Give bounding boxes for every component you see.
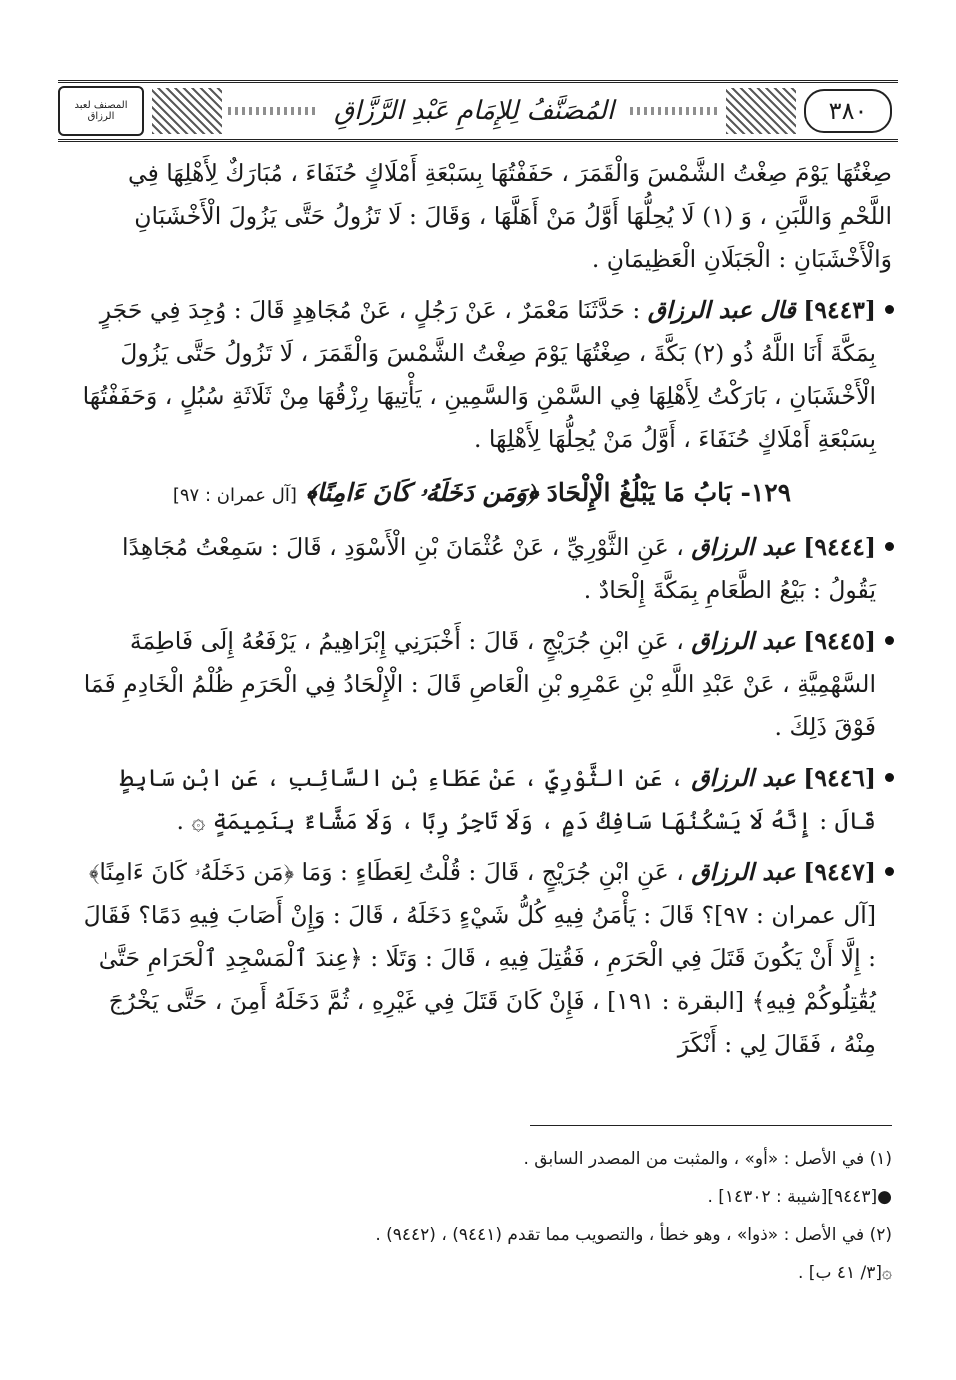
bullet-dot — [885, 636, 894, 645]
chapter-heading — [72, 471, 892, 518]
chapter-verse-ref: [آل عمران : ٩٧] — [172, 485, 297, 506]
hadith-number: [٩٤٤٧] — [803, 858, 876, 886]
footnote: ●[٩٤٤٣][شيبة : ١٤٣٠٢] . — [707, 1187, 892, 1207]
bullet-dot — [885, 867, 894, 876]
hadith-entry — [72, 526, 892, 612]
continued-paragraph: صِغْتُهَا يَوْمَ صِغْتُ الشَّمْسَ وَالْقَمَرَ ، حَفَفْتُهَا بِسَبْعَةِ أَمْلَاكٍ حُنَفَاءَ ، مُبَارَكٌ لِأَهْلِهَا فِي اللَّحْمِ وَاللَّبَنِ ، وَ (١) لَا يُحِلُّهَا أَوَّلُ مَنْ أَهَلَّهَا ، وَقَالَ : لَا تَزُولُ حَتَّى يَزُولَ الْأَخْشَبَانِ وَالْأَخْشَبَانِ : الْجَبَلَانِ الْعَظِيمَانِ . — [127, 159, 892, 273]
hadith-number: [٩٤٤٤] — [803, 533, 876, 561]
footnote: ۞[٣/ ٤١ ب] . — [798, 1263, 892, 1283]
hadith-entry — [72, 620, 892, 749]
footnotes — [72, 1140, 892, 1292]
hadith-text: ، عَنِ ابْنِ جُرَيْجٍ ، قَالَ : قُلْتُ لِعَطَاءٍ : وَمَا ﴿مَن دَخَلَهُۥ كَانَ ءَامِنًا﴾ [آل عمران : ٩٧]؟ قَالَ : يَأْمَنُ فِيهِ كُلُّ شَيْءٍ دَخَلَهُ ، قَالَ : وَإِنْ أَصَابَ فِيهِ دَمًا؟ فَقَالَ : إِلَّا أَنْ يَكُونَ قَتَلَ فِي الْحَرَمِ ، فَقُتِلَ فِيهِ ، قَالَ : وَتَلَا : ﴿عِندَ ٱلْمَسْجِدِ ٱلْحَرَامِ حَتَّىٰ يُقَٰتِلُوكُمْ فِيهِ﴾ [البقرة : ١٩١] ، فَإِنْ كَانَ قَتَلَ فِي غَيْرِهِ ، ثُمَّ دَخَلَهُ أَمِنَ ، حَتَّى يَخْرُجَ مِنْهُ ، فَقَالَ لِي : أَنْكَرَ — [83, 858, 876, 1058]
header-ornament-right — [726, 88, 796, 134]
hadith-text: : حَدَّثَنَا مَعْمَرٌ ، عَنْ رَجُلٍ ، عَنْ مُجَاهِدٍ قَالَ : وُجِدَ فِي حَجَرٍ بِمَكَّةَ أَنَا اللَّهُ ذُو (٢) بَكَّةَ ، صِغْتُهَا يَوْمَ صِغْتُ الشَّمْسَ وَالْقَمَرَ ، لَا تَزُولُ حَتَّى يَزُولَ الْأَخْشَبَانِ ، بَارَكْتُ لِأَهْلِهَا فِي السَّمْنِ وَالسَّمِينِ ، يَأْتِيهَا رِزْقُهَا مِنْ ثَلَاثَةِ سُبُلٍ ، وَحَفَفْتُهَا بِسَبْعَةِ أَمْلَاكٍ حُنَفَاءَ ، أَوَّلُ مَنْ يُحِلُّهَا لِأَهْلِهَا . — [82, 296, 876, 453]
page-number: ٣٨٠ — [804, 89, 892, 133]
header-ornament-band — [630, 107, 720, 115]
hadith-number: [٩٤٤٥] — [803, 627, 876, 655]
header-ornament-left — [152, 88, 222, 134]
hadith-text: ، عَنِ الثَّوْرِيِّ ، عَنْ عُثْمَانَ بْنِ الْأَسْوَدِ ، قَالَ : سَمِعْتُ مُجَاهِدًا يَقُولُ : بَيْعُ الطَّعَامِ بِمَكَّةَ إِلْحَادٌ . — [121, 533, 876, 604]
hadith-text: ، عَنِ الثَّوْرِيِّ ، عَنْ عَطَاءِ بْنِ السَّائِبِ ، عَنِ ابْنِ سَابِطٍ قَالَ : إِنَّهُ لَا يَسْكُنُهَا سَافِكُ دَمٍ ، وَلَا تَاجِرُ رِبًا ، وَلَا مَشَّاءٌ بِنَمِيمَةٍ ۞ . — [119, 764, 876, 835]
hadith-text: ، عَنِ ابْنِ جُرَيْجٍ ، قَالَ : أَخْبَرَنِي إِبْرَاهِيمُ ، يَرْفَعُهُ إِلَى فَاطِمَةَ السَّهْمِيَّةِ ، عَنْ عَبْدِ اللَّهِ بْنِ عَمْرِو بْنِ الْعَاصِ قَالَ : الْإِلْحَادُ فِي الْحَرَمِ ظُلْمُ الْخَادِمِ فَمَا فَوْقَ ذَلِكَ . — [83, 627, 876, 741]
narrator-name: عبد الرزاق — [691, 858, 796, 886]
bullet-dot — [885, 773, 894, 782]
book-seal-logo — [58, 86, 144, 136]
hadith-number: [٩٤٤٦] — [803, 764, 876, 792]
page-header — [58, 80, 898, 142]
chapter-title: ١٢٩- بَابُ مَا يَبْلُغُ الْإِلْحَادَ — [546, 478, 792, 507]
narrator-name: عبد الرزاق — [691, 533, 796, 561]
hadith-number: [٩٤٤٣] — [803, 296, 876, 324]
hadith-entry — [72, 289, 892, 461]
bullet-dot — [885, 305, 894, 314]
header-ornament-band — [228, 107, 318, 115]
running-title: المُصَنَّفُ لِلإِمَامِ عَبْدِ الرَّزَّاقِ — [324, 96, 624, 126]
footnote: (٢) في الأصل : «ذوا» ، وهو خطأ ، والتصويب مما تقدم (٩٤٤١) ، (٩٤٤٢) . — [375, 1225, 892, 1245]
seal-text: المصنف لعبد الرزاق — [74, 100, 128, 122]
footnote-separator — [530, 1125, 892, 1126]
footnote: (١) في الأصل : «أو» ، والمثبت من المصدر السابق . — [523, 1149, 892, 1169]
hadith-entry — [72, 851, 892, 1066]
bullet-dot — [885, 542, 894, 551]
chapter-verse: ﴿وَمَن دَخَلَهُۥ كَانَ ءَامِنًا﴾ — [305, 478, 538, 507]
narrator-name: عبد الرزاق — [691, 627, 796, 655]
narrator-name: عبد الرزاق — [691, 764, 796, 792]
hadith-entry — [72, 757, 892, 843]
main-text — [72, 152, 892, 1074]
narrator-name: قال عبد الرزاق — [647, 296, 796, 324]
